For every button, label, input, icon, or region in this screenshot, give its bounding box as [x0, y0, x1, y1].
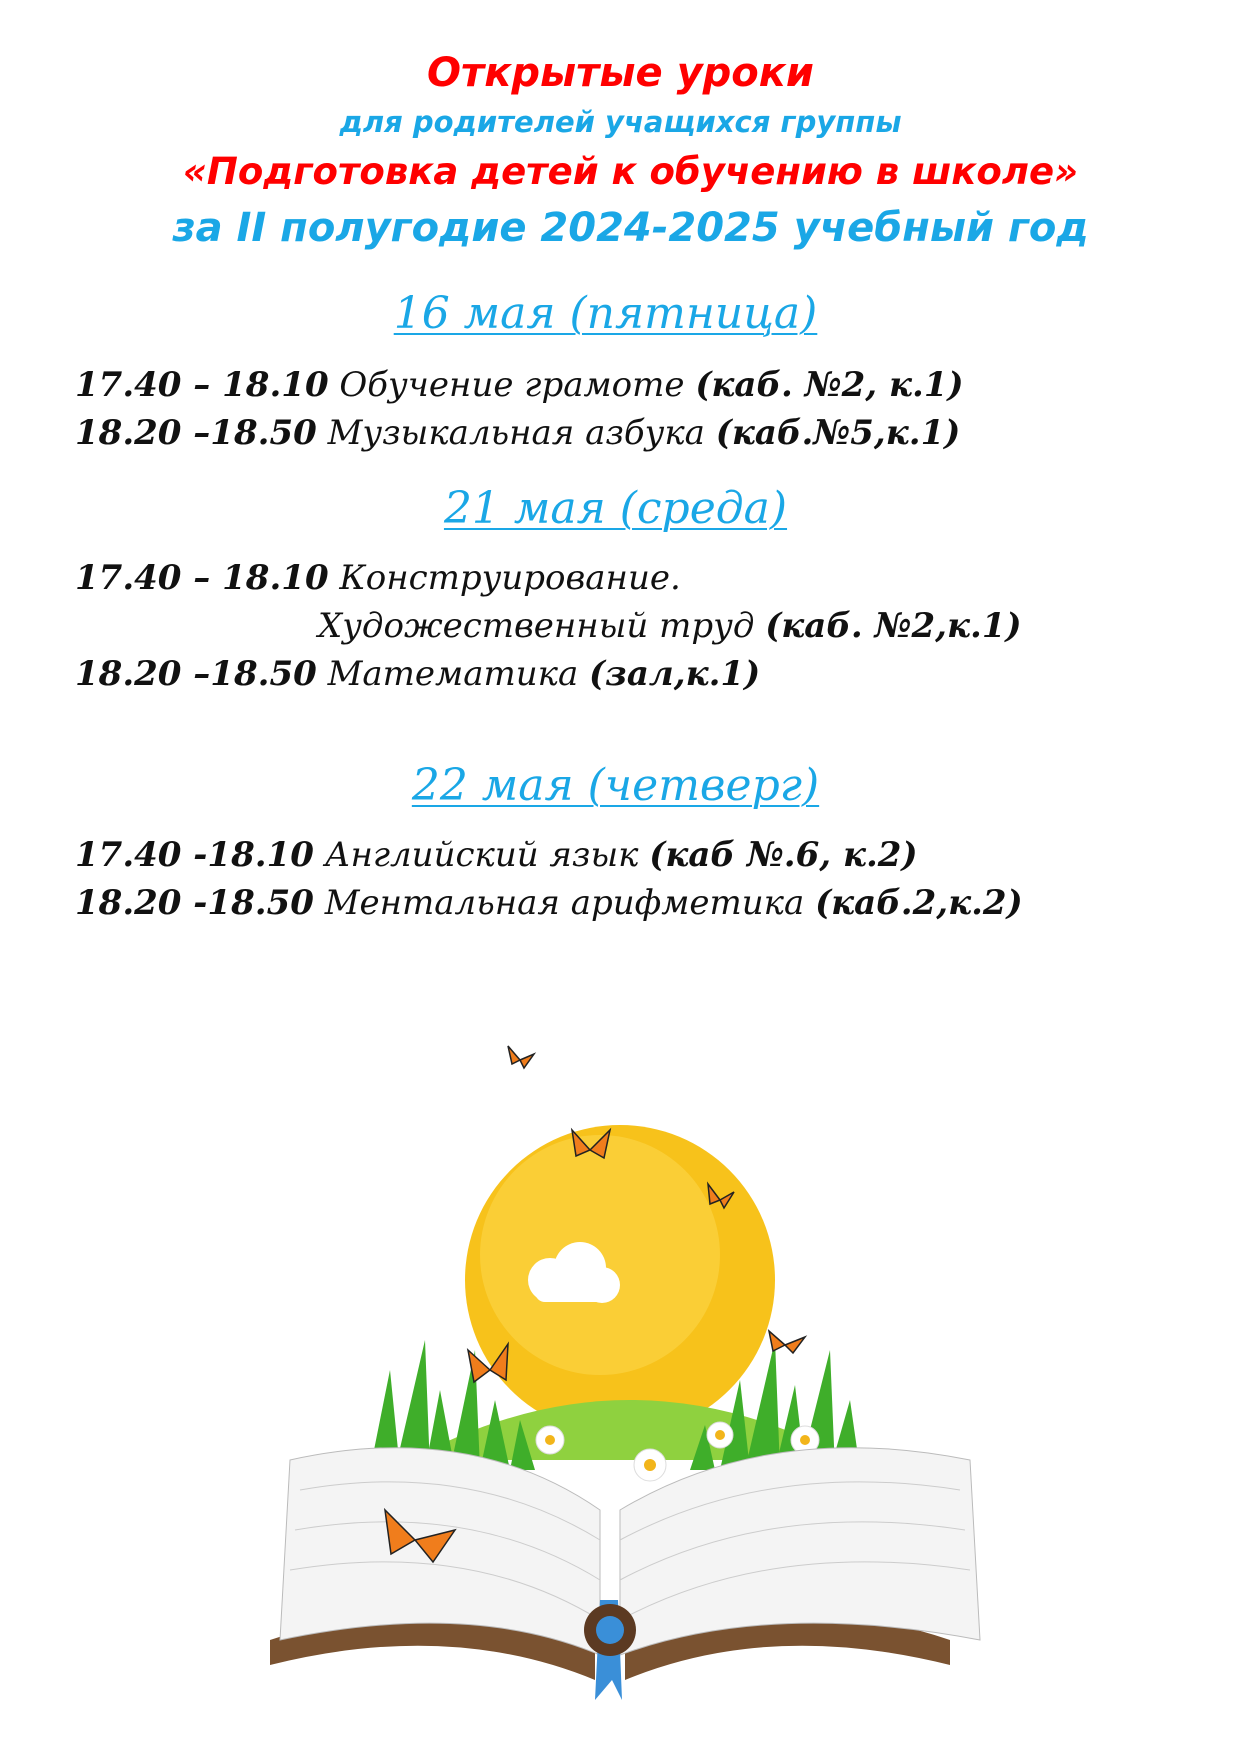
lesson-time: 17.40 -18.10: [75, 835, 314, 875]
lesson-room: (каб.2,к.2): [815, 883, 1023, 923]
lesson-time: 18.20 –18.50: [75, 413, 317, 453]
lesson-subject: Обучение грамоте: [339, 365, 685, 405]
day-heading-3: 22 мая (четверг): [411, 760, 820, 811]
lesson-subject: Конструирование.: [339, 558, 681, 598]
day-heading-2: 21 мая (среда): [443, 483, 788, 534]
lesson-subject: Английский язык: [324, 835, 639, 875]
lesson-time: 18.20 –18.50: [75, 654, 317, 694]
lesson-subject: Ментальная арифметика: [324, 883, 805, 923]
lesson-room: (зал,к.1): [589, 654, 761, 694]
lesson-subject: Художественный труд: [318, 606, 755, 646]
lesson-row: [75, 654, 760, 694]
page-subtitle: для родителей учащихся группы: [339, 105, 902, 139]
lesson-subject: Математика: [327, 654, 579, 694]
lesson-row: [75, 558, 681, 598]
lesson-row-continuation: [318, 606, 1022, 646]
lesson-time: 18.20 -18.50: [75, 883, 314, 923]
lesson-row: [75, 365, 964, 405]
lesson-row: [75, 413, 960, 453]
lesson-subject: Музыкальная азбука: [327, 413, 705, 453]
lesson-room: (каб.№5,к.1): [715, 413, 961, 453]
lesson-time: 17.40 – 18.10: [75, 365, 329, 405]
sun-icon: [465, 1125, 775, 1435]
lesson-row: [75, 883, 1023, 923]
lesson-room: (каб. №2,к.1): [765, 606, 1022, 646]
lesson-row: [75, 835, 918, 875]
lesson-time: 17.40 – 18.10: [75, 558, 329, 598]
period-line: за II полугодие 2024-2025 учебный год: [172, 205, 1089, 251]
group-name: «Подготовка детей к обучению в школе»: [182, 150, 1079, 193]
page-title: Открытые уроки: [427, 50, 814, 96]
lesson-room: (каб. №2, к.1): [695, 365, 964, 405]
day-heading-1: 16 мая (пятница): [393, 288, 818, 339]
lesson-room: (каб №.6, к.2): [649, 835, 918, 875]
open-book-illustration: [250, 1040, 1010, 1700]
